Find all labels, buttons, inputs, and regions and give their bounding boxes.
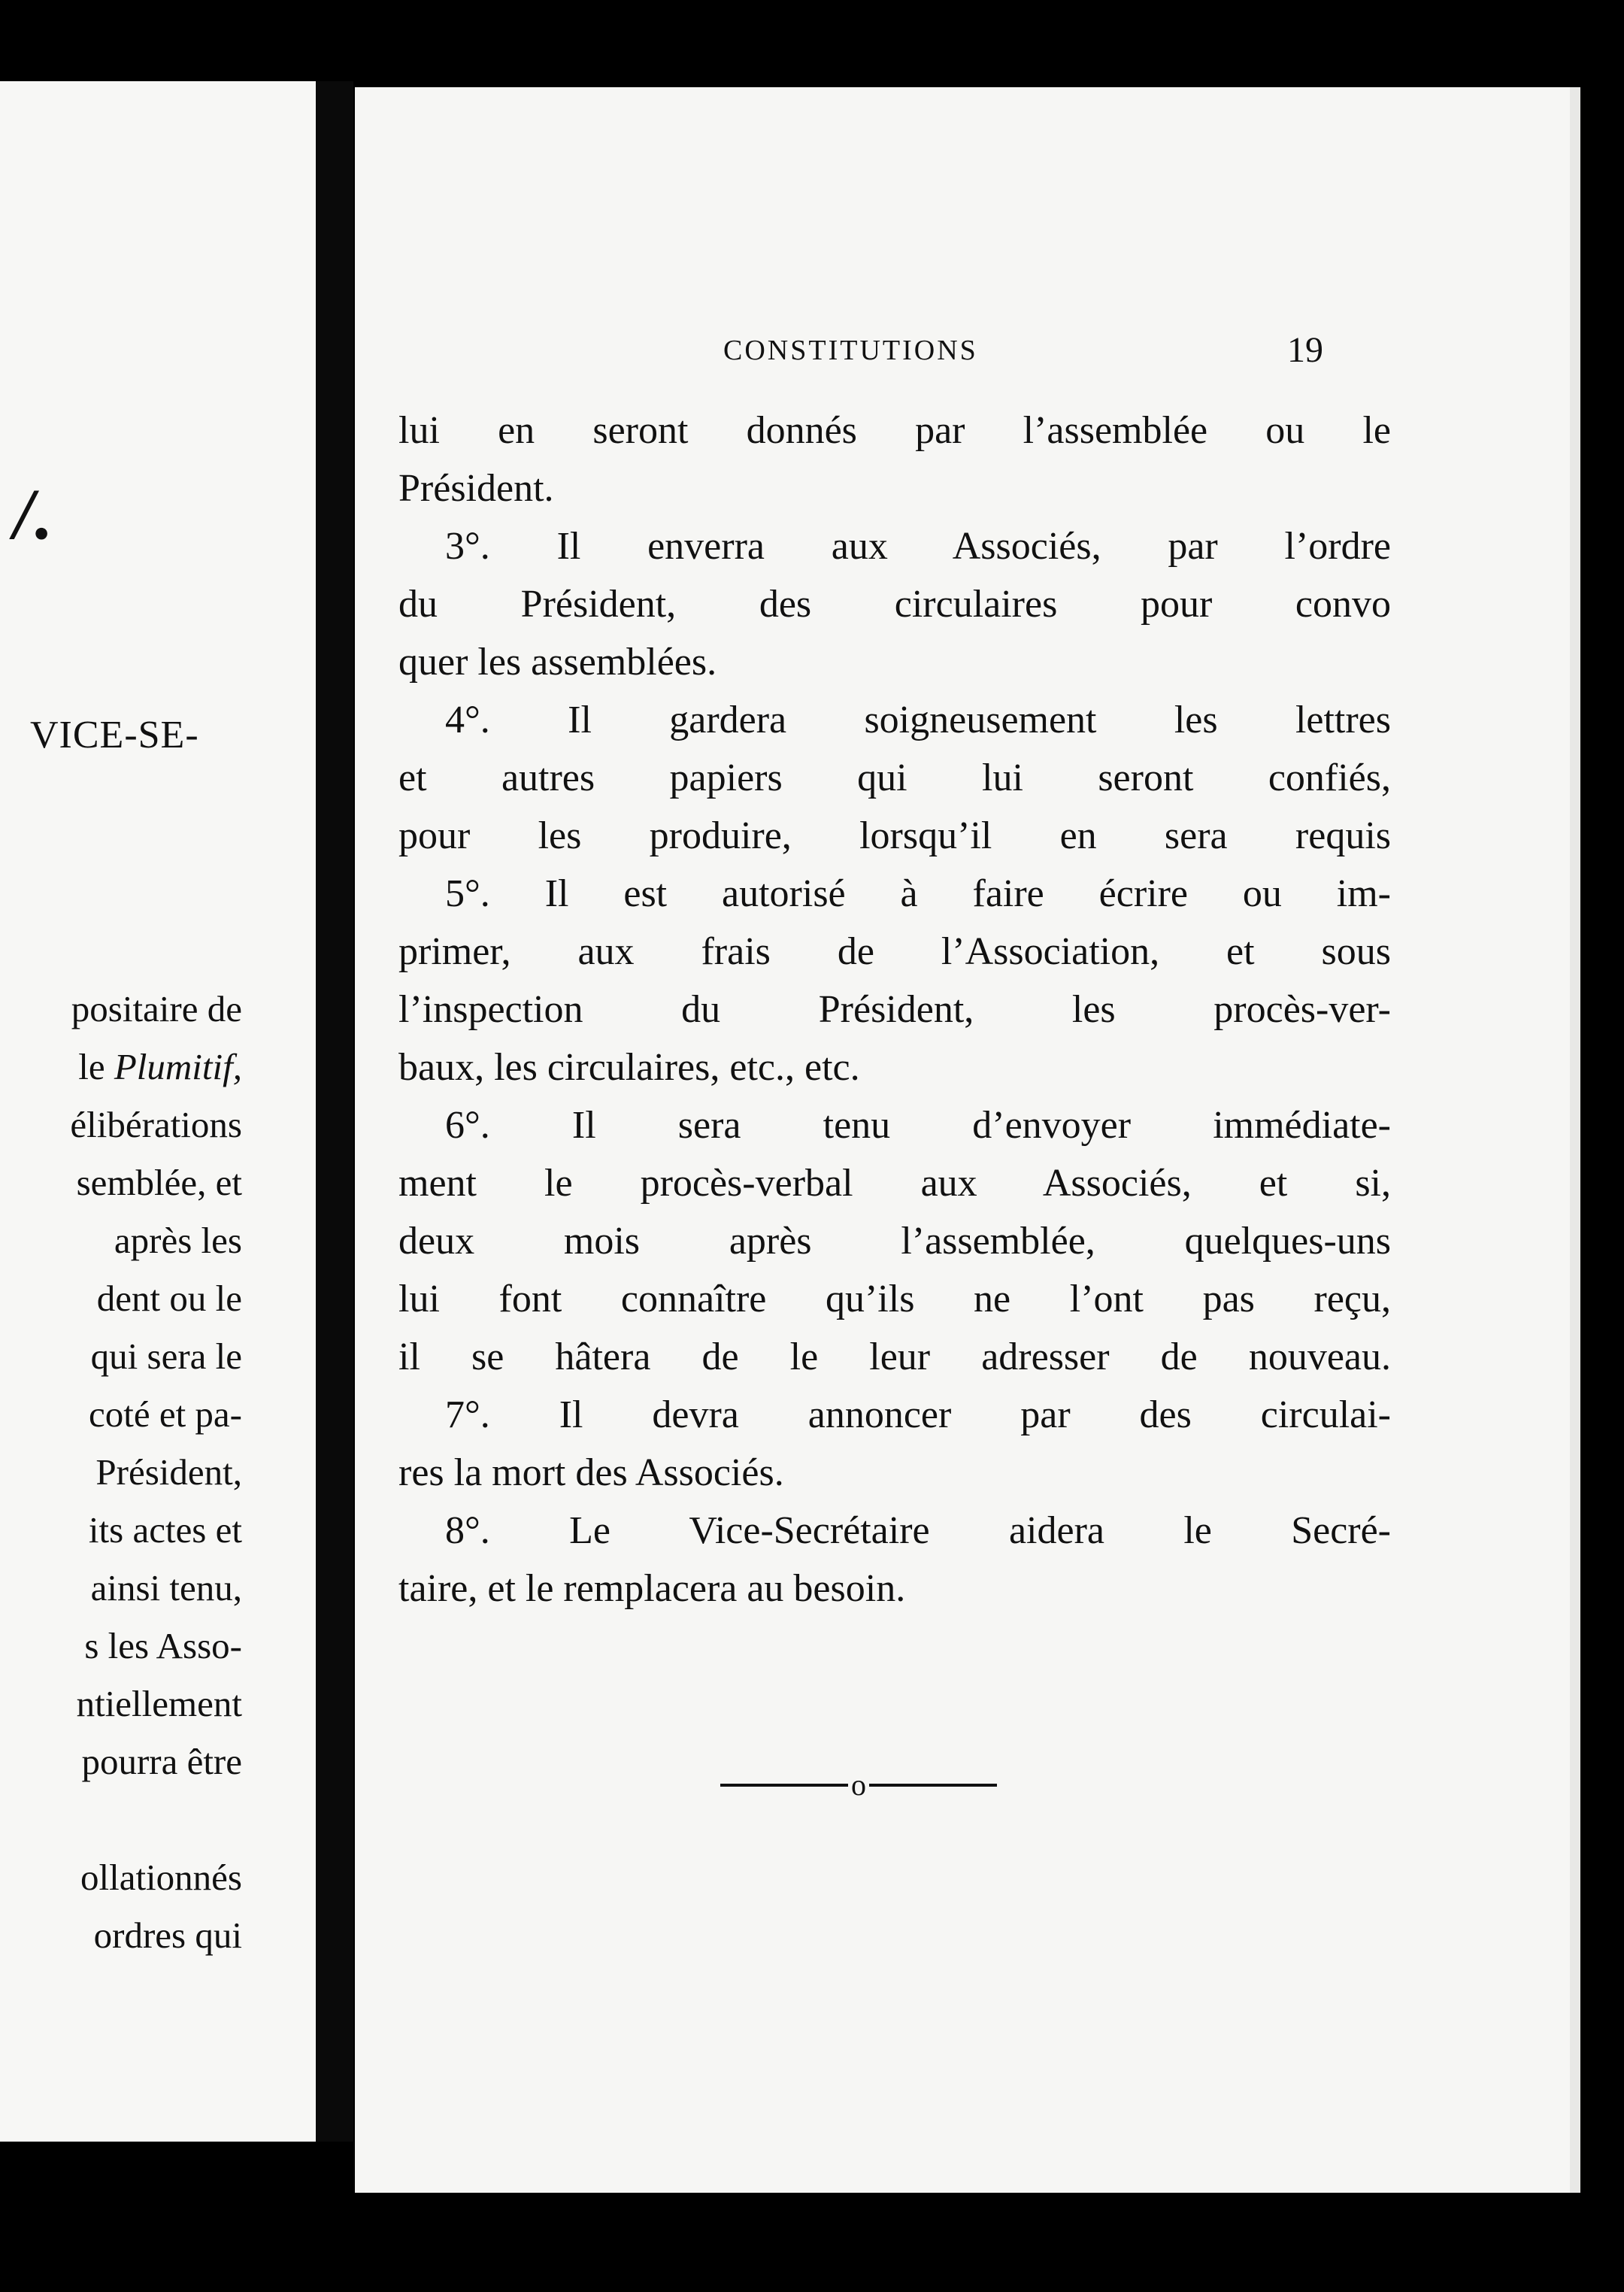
left-line: pourra être	[81, 1741, 242, 1782]
text-line: baux, les circulaires, etc., etc.	[398, 1046, 860, 1089]
text-line: il se hâtera de le leur adresser de nouveau.	[398, 1335, 1391, 1378]
text-line: quer les assemblées.	[398, 641, 717, 684]
ornament-rule-right	[869, 1784, 997, 1787]
left-page	[0, 81, 316, 2142]
left-line-gap	[0, 1790, 242, 1848]
body-text	[398, 402, 1391, 1617]
text-line: Président.	[398, 467, 554, 510]
article-line: 3°. Il enverra aux Associés, par l’ordre	[445, 525, 1391, 568]
article-line: 7°. Il devra annoncer par des circulai-	[445, 1393, 1391, 1436]
left-line: s les Asso-	[84, 1625, 242, 1666]
text-line: du Président, des circulaires pour convo	[398, 583, 1391, 626]
article-line: 5°. Il est autorisé à faire écrire ou im-	[445, 872, 1391, 915]
right-page	[355, 87, 1580, 2193]
ornament-rule-left	[720, 1784, 848, 1787]
left-line-prefix: le	[78, 1046, 114, 1087]
text-line: primer, aux frais de l’Association, et sous	[398, 930, 1391, 973]
left-line: ollationnés	[80, 1857, 242, 1898]
left-line: ntiellement	[76, 1683, 242, 1724]
left-line: élibérations	[70, 1104, 242, 1145]
left-line: positaire de	[71, 988, 242, 1029]
ornament-glyph: o	[851, 1768, 866, 1802]
left-line: ordres qui	[93, 1915, 242, 1956]
running-title: CONSTITUTIONS	[723, 335, 978, 366]
page-header	[355, 330, 1347, 379]
left-line: après les	[114, 1220, 242, 1261]
text-line: taire, et le remplacera au besoin.	[398, 1567, 906, 1610]
page-number: 19	[1287, 330, 1323, 370]
left-line: qui sera le	[90, 1335, 242, 1377]
left-line-italic: Plumitif,	[114, 1046, 242, 1087]
left-line: dent ou le	[96, 1278, 242, 1319]
left-line: semblée, et	[76, 1162, 242, 1203]
left-heading-fragment: /.	[14, 474, 55, 554]
left-text-block	[0, 980, 242, 1964]
left-line: its actes et	[88, 1509, 242, 1551]
left-line: ainsi tenu,	[90, 1567, 242, 1608]
section-end-ornament	[701, 1764, 1017, 1809]
text-line: res la mort des Associés.	[398, 1451, 784, 1494]
left-line	[0, 1038, 242, 1096]
left-line: coté et pa-	[88, 1393, 242, 1435]
book-gutter	[316, 81, 353, 2142]
text-line: et autres papiers qui lui seront confiés,	[398, 756, 1391, 799]
text-line: lui font connaître qu’ils ne l’ont pas reçu,	[398, 1278, 1391, 1320]
text-line: lui en seront donnés par l’assemblée ou le	[398, 409, 1391, 452]
left-section-heading: VICE-SE-	[30, 714, 199, 756]
left-line: Président,	[95, 1451, 242, 1493]
article-line: 8°. Le Vice-Secrétaire aidera le Secré-	[445, 1509, 1391, 1552]
text-line: ment le procès-verbal aux Associés, et si,	[398, 1162, 1391, 1205]
text-line: deux mois après l’assemblée, quelques-uns	[398, 1220, 1391, 1263]
scan-corner	[1526, 0, 1624, 81]
article-line: 6°. Il sera tenu d’envoyer immédiate-	[445, 1104, 1391, 1147]
text-line: pour les produire, lorsqu’il en sera requis	[398, 814, 1391, 857]
article-line: 4°. Il gardera soigneusement les lettres	[445, 699, 1391, 741]
text-line: l’inspection du Président, les procès-ver-	[398, 988, 1391, 1031]
